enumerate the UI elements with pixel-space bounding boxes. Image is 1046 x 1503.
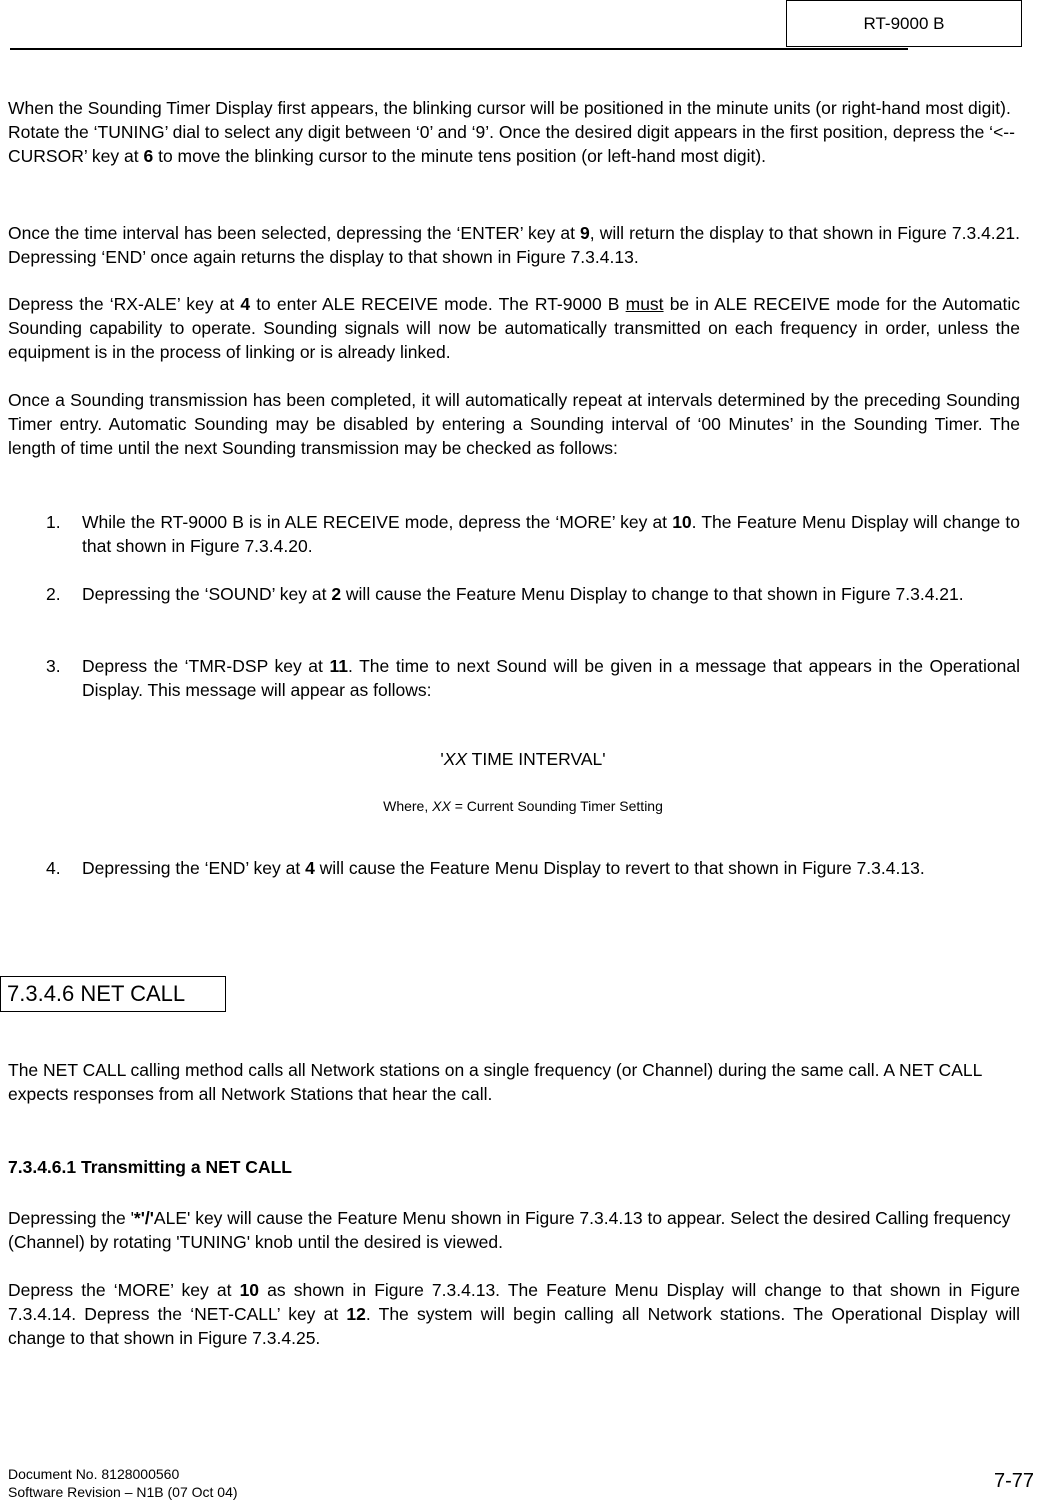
where-prefix: Where, — [383, 798, 433, 814]
where-text: = Current Sounding Timer Setting — [450, 798, 663, 814]
netcall-p2-b: as shown in Figure 7.3.4.13. The Feature Menu Display will change to that shown in Figure 7.3.4.14. Depress the ‘NET-CALL’ key at — [8, 1280, 1020, 1324]
header-model-box — [786, 0, 1022, 47]
step-number: 2. — [46, 584, 61, 604]
footer-doc-number: Document No. 8128000560 — [8, 1466, 180, 1482]
paragraph-netcall-1 — [8, 1206, 1046, 1254]
step-text: Depressing the ‘SOUND’ key at — [82, 584, 332, 604]
message-where — [0, 798, 1046, 814]
message-var: XX — [443, 749, 468, 769]
paragraph-netcall-2 — [8, 1278, 1020, 1350]
where-var: XX — [432, 798, 451, 814]
p3-text-c: be in ALE RECEIVE mode for the Automatic Sounding capability to operate. Sounding signals will now be automatically transmitted on each frequency in order, unless the equipment is in the process of linking or is already linked. — [8, 294, 1021, 362]
netcall-p1-key: *'/' — [133, 1208, 154, 1228]
page-number: 7-77 — [993, 1470, 1034, 1492]
p4-text: Once a Sounding transmission has been completed, it will automatically repeat at intervals determined by the preceding Sounding Timer entry. Automatic Sounding may be disabled by entering a Sounding interval of ‘00 Minutes’ in the Sounding Timer. The length of time until the next Sounding transmission may be checked as follows: — [8, 390, 1020, 458]
netcall-p1-b: ALE' key will cause the Feature Menu shown in Figure 7.3.4.13 to appear. Select the desired Calling frequency (Channel) by rotating 'TUNING' knob until the desired is viewed. — [8, 1208, 1011, 1252]
paragraph-cursor — [8, 96, 1020, 168]
message-display — [0, 749, 1046, 770]
footer-revision: Software Revision – N1B (07 Oct 04) — [8, 1484, 238, 1500]
netcall-p2-key: 10 — [239, 1280, 260, 1300]
netcall-p2-c: . The system will begin calling all Network stations. The Operational Display will change to that shown in Figure 7.3.4.25. — [8, 1304, 1020, 1348]
message-quote: ' — [440, 749, 444, 769]
header-rule — [10, 48, 908, 50]
step-text: . The Feature Menu Display will change to that shown in Figure 7.3.4.20. — [82, 512, 1020, 556]
netcall-intro-text: The NET CALL calling method calls all Network stations on a single frequency (or Channel) during the same call. A NET CALL expects responses from all Network Stations that hear the call. — [8, 1060, 982, 1104]
p3-must: must — [625, 294, 664, 314]
p3-key: 4 — [240, 294, 251, 314]
message-text: TIME INTERVAL' — [467, 749, 606, 769]
step-key: 11 — [329, 656, 348, 676]
netcall-p1-a: Depressing the ' — [8, 1208, 134, 1228]
section-title: 7.3.4.6 NET CALL — [7, 981, 186, 1006]
step-text: will cause the Feature Menu Display to change to that shown in Figure 7.3.4.21. — [341, 584, 964, 604]
section-heading — [0, 976, 226, 1012]
step-text: will cause the Feature Menu Display to revert to that shown in Figure 7.3.4.13. — [314, 858, 925, 878]
p2-text-b: , will return the display to that shown in Figure 7.3.4.21. Depressing ‘END’ once again returns the display to that shown in Figure 7.3.4.13. — [8, 223, 1020, 267]
netcall-p2-key2: 12 — [346, 1304, 366, 1324]
step-key: 2 — [331, 584, 342, 604]
p1-text-end: to move the blinking cursor to the minute tens position (or left-hand most digit). — [153, 146, 767, 166]
paragraph-repeat — [8, 388, 1020, 460]
p2-text-a: Once the time interval has been selected, depressing the ‘ENTER’ key at — [8, 223, 581, 243]
step-text: Depressing the ‘END’ key at — [82, 858, 306, 878]
footer — [8, 1465, 238, 1501]
step-number: 4. — [46, 858, 61, 878]
p2-key: 9 — [580, 223, 590, 243]
step-text: While the RT-9000 B is in ALE RECEIVE mode, depress the ‘MORE’ key at — [82, 512, 673, 532]
paragraph-netcall-intro — [8, 1058, 1020, 1106]
step-text: Depress the ‘TMR-DSP key at — [82, 656, 330, 676]
p1-text: When the Sounding Timer Display first appears, the blinking cursor will be positioned in the minute units (or right-hand most digit). Rotate the ‘TUNING’ dial to select any digit between ‘0’ and ‘9’. Once the desired digit appears in the first position, depress the ‘<-- CURSOR’ key at — [8, 98, 1015, 166]
step-key: 10 — [672, 512, 692, 532]
p3-text-b: to enter ALE RECEIVE mode. The RT-9000 B — [250, 294, 626, 314]
netcall-p2-a: Depress the ‘MORE’ key at — [8, 1280, 240, 1300]
subsection-heading: 7.3.4.6.1 Transmitting a NET CALL — [8, 1157, 292, 1177]
step-number: 1. — [46, 512, 61, 532]
p1-key: 6 — [143, 146, 154, 166]
paragraph-rx-ale — [8, 292, 1020, 364]
header-model: RT-9000 B — [863, 13, 945, 33]
step-key: 4 — [305, 858, 315, 878]
step-text: . The time to next Sound will be given in a message that appears in the Operational Display. This message will appear as follows: — [82, 656, 1020, 700]
paragraph-enter — [8, 221, 1020, 269]
step-number: 3. — [46, 656, 61, 676]
p3-text-a: Depress the ‘RX-ALE’ key at — [8, 294, 241, 314]
